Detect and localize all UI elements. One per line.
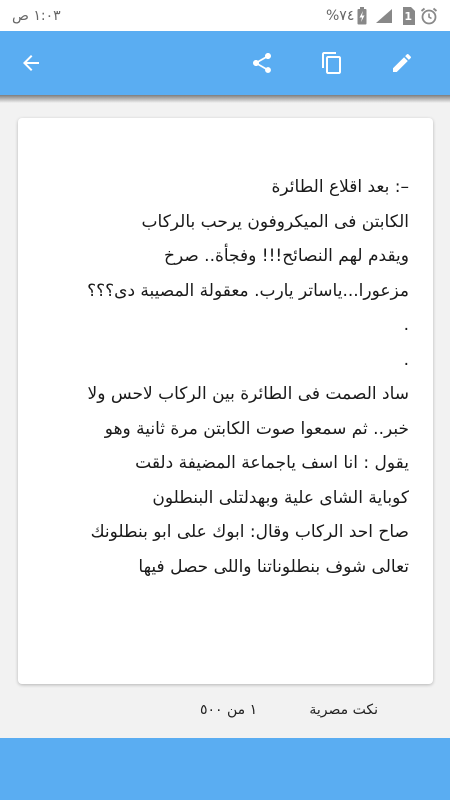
battery-indicator <box>326 7 367 25</box>
share-button[interactable] <box>234 31 290 95</box>
joke-card <box>18 118 433 684</box>
pencil-icon <box>390 51 414 75</box>
edit-button[interactable] <box>374 31 430 95</box>
joke-position: ١ من ٥٠٠ <box>200 702 258 718</box>
status-right <box>326 7 438 25</box>
bottom-ad-banner <box>0 738 450 800</box>
status-left <box>12 8 61 24</box>
sim-slot-number: 1 <box>404 10 412 23</box>
arrow-back-icon <box>19 51 43 75</box>
app-toolbar <box>0 31 450 95</box>
status-time: ١:٠٣ ص <box>12 7 61 24</box>
status-bar <box>0 0 450 31</box>
joke-text[interactable]: –: بعد اقلاع الطائرة الكابتن فى الميكروفون يرحب بالركاب ويقدم لهم النصائح!!! وفجأة.. صرخ مزعورا...ياساتر يارب. معقولة المصيبة دى؟؟؟ . . ساد الصمت فى الطائرة بين الركاب لاحس ولا خبر.. ثم سمعوا صوت الكابتن مرة ثانية وهو يقول : انا اسف ياجماعة المضيفة دلقت كوباية الشاى علية وبهدلتلى البنطلون صاح احد الركاب وقال: ابوك على ابو بنطلونك تعالى شوف بنطلوناتنا واللى حصل فيها <box>87 177 409 577</box>
copy-button[interactable] <box>304 31 360 95</box>
back-button[interactable] <box>3 31 59 95</box>
joke-category: نكت مصرية <box>309 702 378 718</box>
alarm-clock-icon <box>420 7 438 25</box>
copy-icon <box>320 51 344 75</box>
share-icon <box>250 51 274 75</box>
signal-icon <box>375 8 393 24</box>
battery-percent: %٧٤ <box>325 7 355 24</box>
sim-card-icon <box>401 7 412 25</box>
joke-footer <box>0 700 450 724</box>
toolbar-shadow <box>0 95 450 103</box>
battery-charging-icon <box>357 7 367 25</box>
